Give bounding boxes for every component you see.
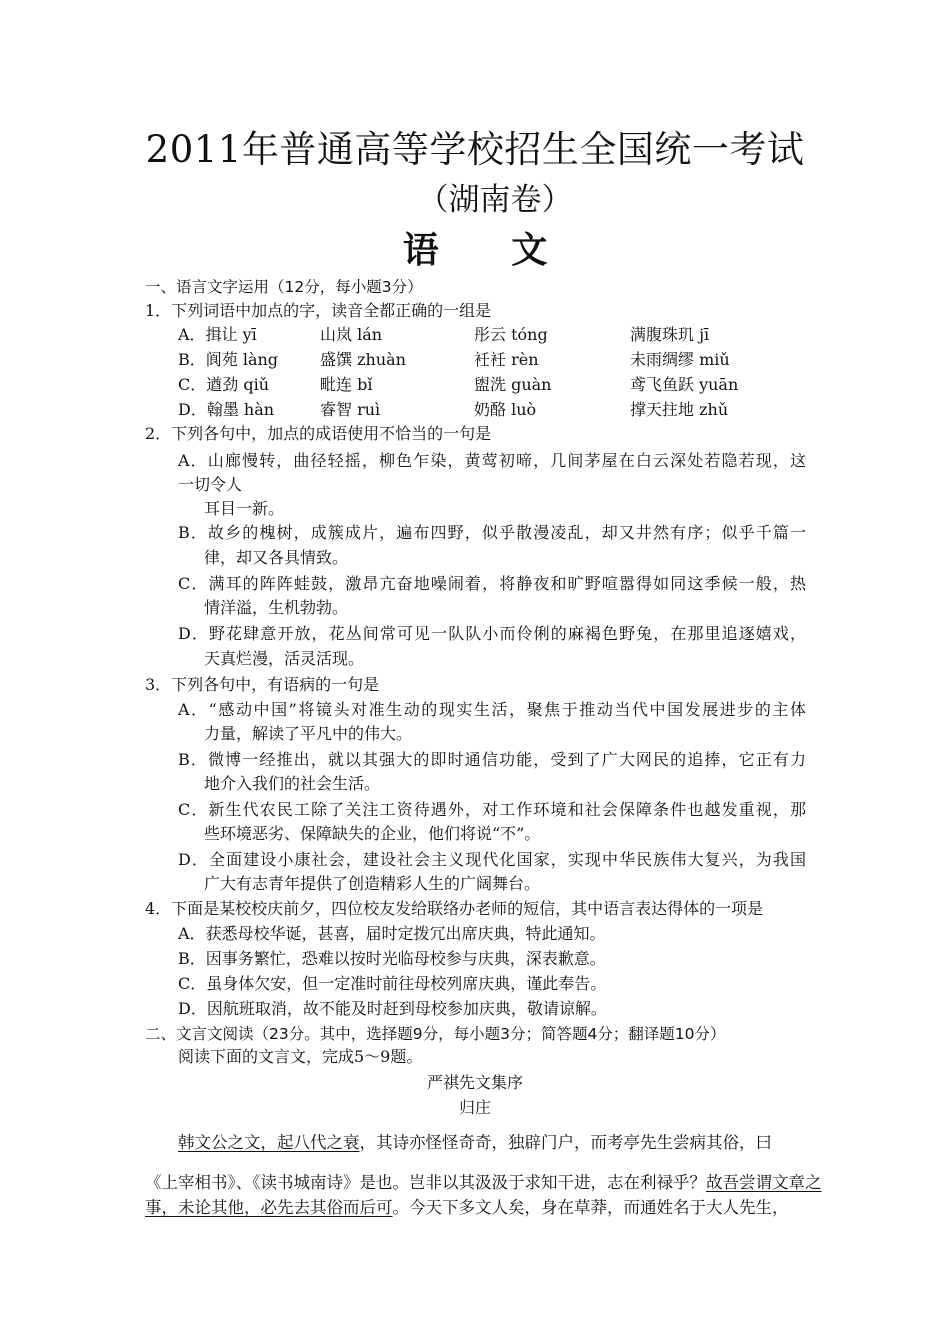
q1-option-c-word3: 盥洗 guàn <box>474 375 552 394</box>
q4-option-c: C．虽身体欠安，但一定准时前往母校列席庆典，谨此奉告。 <box>178 974 607 993</box>
q1-option-d: D．翰墨 hàn <box>178 400 275 419</box>
section1-heading: 一、语言文字运用（12分，每小题3分） <box>145 278 423 296</box>
q1-option-b-word3: 衽衽 rèn <box>474 350 539 369</box>
q3-option-b-cont: 地介入我们的社会生活。 <box>204 774 381 793</box>
q3-stem: 3．下列各句中，有语病的一句是 <box>145 675 380 694</box>
exam-title: 2011年普通高等学校招生全国统一考试 <box>145 128 805 171</box>
q2-option-b: B．故乡的槐树，成簇成片，遍布四野，似乎散漫凌乱，却又井然有序；似乎千篇一 <box>178 523 806 542</box>
passage-author: 归庄 <box>458 1098 491 1117</box>
section2-heading: 二、文言文阅读（23分。其中，选择题9分，每小题3分；简答题4分；翻译题10分） <box>145 1025 726 1043</box>
q2-option-d: D．野花肆意开放，花丛间常可见一队队小而伶俐的麻褐色野兔，在那里追逐嬉戏， <box>178 624 806 643</box>
q3-option-c-cont: 些环境恶劣、保障缺失的企业，他们将说“不”。 <box>204 824 541 843</box>
q1-option-a-word2: 山岚 lán <box>320 325 383 344</box>
passage-text: 。今天下多文人矣，身在草莽，而通姓名于大人先生， <box>392 1198 789 1217</box>
passage-line-1 <box>178 1132 772 1154</box>
q1-option-a-word4: 满腹珠玑 jī <box>630 325 710 344</box>
q1-option-c: C．遒劲 qiǔ <box>178 375 269 394</box>
q2-option-b-cont: 律，却又各具情致。 <box>204 548 349 567</box>
q1-option-b-word4: 未雨绸缪 miǔ <box>630 350 730 369</box>
q2-option-c-cont: 情洋溢，生机勃勃。 <box>204 598 349 617</box>
passage-text: 《上宰相书》、《读书城南诗》是也。岂非以其汲汲于求知干进，志在利禄乎？ <box>145 1173 706 1192</box>
q3-option-d: D．全面建设小康社会，建设社会主义现代化国家，实现中华民族伟大复兴，为我国 <box>178 850 806 869</box>
q4-stem: 4．下面是某校校庆前夕，四位校友发给联络办老师的短信，其中语言表达得体的一项是 <box>145 899 764 918</box>
q3-option-a: A．“感动中国”将镜头对准生动的现实生活，聚焦于推动当代中国发展进步的主体 <box>178 700 806 719</box>
q1-option-c-word2: 毗连 bǐ <box>320 375 373 394</box>
q2-option-d-cont: 天真烂漫，活灵活现。 <box>204 649 365 668</box>
q2-option-a: A．山廊慢转，曲径轻摇，柳色乍染，黄莺初啼，几间茅屋在白云深处若隐若现，这 <box>178 451 806 470</box>
q2-stem: 2．下列各句中，加点的成语使用不恰当的一句是 <box>145 424 492 443</box>
q4-option-d: D．因航班取消，故不能及时赶到母校参加庆典，敬请谅解。 <box>178 999 607 1018</box>
q3-option-b: B．微博一经推出，就以其强大的即时通信功能，受到了广大网民的追捧，它正有力 <box>178 750 806 769</box>
q1-option-d-word3: 奶酪 luò <box>474 400 537 419</box>
q1-option-b-word2: 盛馔 zhuàn <box>320 350 406 369</box>
underlined-phrase: 韩文公之文，起八代之衰 <box>178 1133 360 1152</box>
q3-option-c: C．新生代农民工除了关注工资待遇外，对工作环境和社会保障条件也越发重视，那 <box>178 800 806 819</box>
subject-title: 语 文 <box>402 230 578 271</box>
q2-option-c: C．满耳的阵阵蛙鼓，激昂亢奋地噪闹着，将静夜和旷野喧嚣得如同这季候一般，热 <box>178 574 806 593</box>
section2-intro: 阅读下面的文言文，完成5～9题。 <box>178 1047 423 1066</box>
q1-option-d-word2: 睿智 ruì <box>320 400 381 419</box>
q3-option-d-cont: 广大有志青年提供了创造精彩人生的广阔舞台。 <box>204 874 541 893</box>
passage-line-3 <box>145 1197 789 1219</box>
q1-option-b: B．阆苑 làng <box>178 350 279 369</box>
q4-option-b: B．因事务繁忙，恐难以按时光临母校参与庆典，深表歉意。 <box>178 949 606 968</box>
passage-line-2 <box>145 1172 822 1194</box>
passage-title: 严祺先文集序 <box>426 1073 523 1092</box>
q2-option-a-cont: 一切令人 <box>178 475 243 494</box>
q1-option-c-word4: 鸢飞鱼跃 yuān <box>630 375 739 394</box>
passage-text: ，其诗亦怪怪奇奇，独辟门户，而考亭先生尝病其俗，曰 <box>359 1133 772 1152</box>
exam-subtitle: （湖南卷） <box>417 182 573 218</box>
q1-option-a-word3: 彤云 tóng <box>474 325 548 344</box>
q2-option-a-cont2: 耳目一新。 <box>204 499 285 518</box>
q4-option-a: A．获悉母校华诞，甚喜，届时定拨冗出席庆典，特此通知。 <box>178 924 606 943</box>
q3-option-a-cont: 力量，解读了平凡中的伟大。 <box>204 724 413 743</box>
q1-option-d-word4: 撑天拄地 zhǔ <box>630 400 729 419</box>
q1-stem: 1．下列词语中加点的字，读音全都正确的一组是 <box>145 301 492 320</box>
q1-option-a: A．揖让 yī <box>178 325 257 344</box>
underlined-phrase: 事，未论其他，必先去其俗而后可 <box>145 1198 393 1217</box>
underlined-phrase: 故吾尝谓文章之 <box>706 1173 822 1192</box>
